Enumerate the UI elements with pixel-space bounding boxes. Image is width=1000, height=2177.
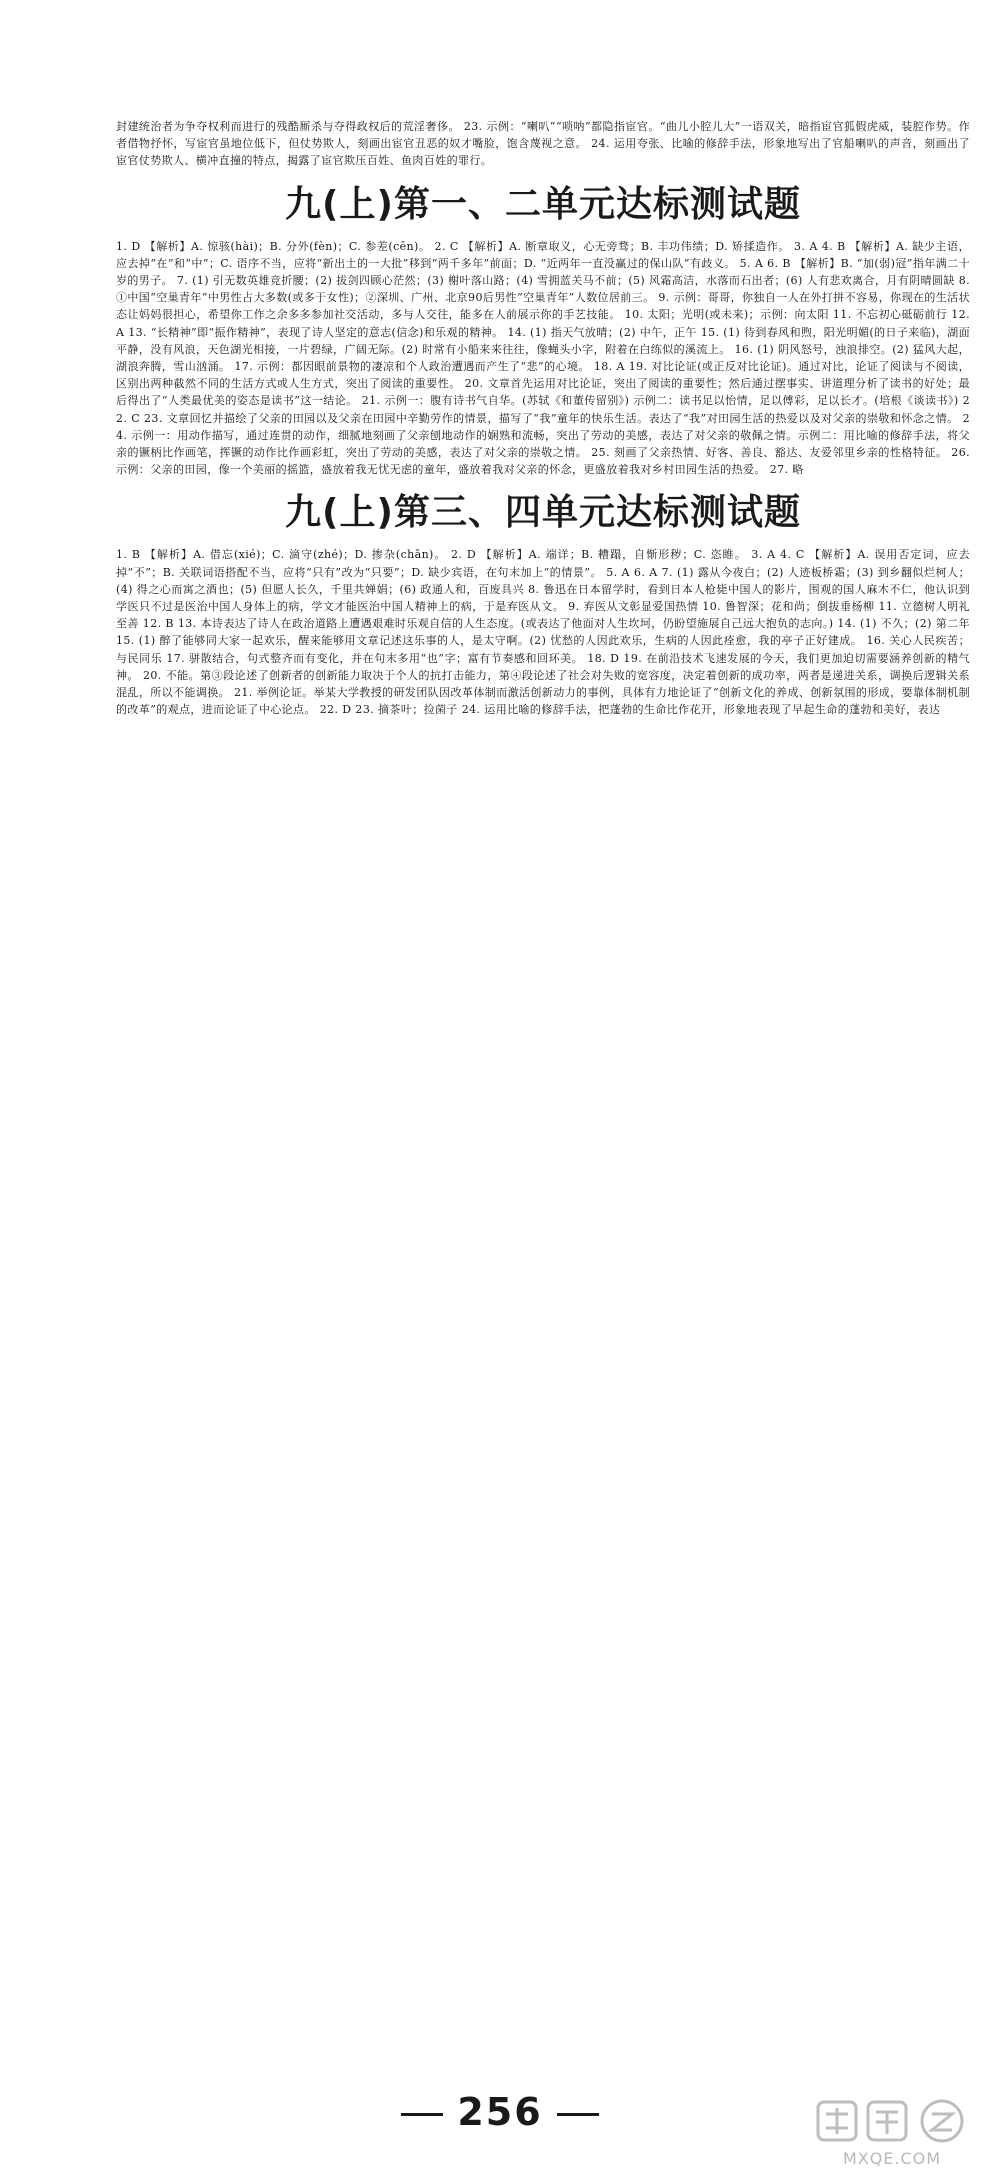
page-number-text: 256 [457,2090,543,2134]
watermark-logo-icon [812,2096,972,2148]
intro-paragraph: 封建统治者为争夺权利而进行的残酷厮杀与夺得政权后的荒淫奢侈。 23. 示例：“喇叭”“唢呐”都隐指宦官。“曲儿小腔儿大”一语双关，暗指宦官狐假虎威，装腔作势。作者借物抒怀，写宦官虽地位低下，但仗势欺人，刻画出宦官丑恶的奴才嘴脸，饱含蔑视之意。 24. 运用夸张、比喻的修辞手法，形象地写出了官船喇叭的声音，刻画出了宦官仗势欺人、横冲直撞的特点，揭露了宦官欺压百姓、鱼肉百姓的罪行。 [116,120,970,168]
page-number-right-dash [557,2113,599,2116]
section-answers-units-1-2: 1. D 【解析】A. 惊骇(hài)；B. 分外(fèn)；C. 参差(cēn)。 2. C 【解析】A. 断章取义，心无旁骛；B. 丰功伟绩；D. 矫揉造作。 3. A 4. B 【解析】A. 缺少主语，应去掉“在”和“中”；C. 语序不当，应将“新出土的一大批”移到“两千多年”前面；D. “近两年一直没赢过的保山队”有歧义。 5. A 6. B 【解析】B. “加(弱)冠”指年满二十岁的男子。 7. (1) 引无数英雄竞折腰；(2) 拔剑四顾心茫然；(3) 榭叶落山路；(4) 雪拥蓝关马不前；(5) 风霜高洁，水落而石出者；(6) 人有悲欢离合，月有阴晴圆缺 8. ①中国“空巢青年”中男性占大多数(或多于女性)；②深圳、广州、北京90后男性“空巢青年”人数位居前三。 9. 示例：哥哥，你独自一人在外打拼不容易，你现在的生活状态让妈妈很担心，希望你工作之余多多参加社交活动，多与人交往，能多在人前展示你的手艺技能。 10. 太阳；光明(或未来)；示例：向太阳 11. 不忘初心砥砺前行 12. A 13. “长精神”即“振作精神”，表现了诗人坚定的意志(信念)和乐观的精神。 14. (1) 指天气放晴；(2) 中午，正午 15. (1) 待到春风和煦，阳光明媚(的日子来临)，湖面平静，没有风浪，天色湖光相接，一片碧绿，广阔无际。(2) 时常有小船来来往往，像蝇头小字，附着在白练似的溪流上。 16. (1) 阴风怒号，浊浪排空。(2) 猛风大起，湖浪奔腾，雪山汹涌。 17. 示例：都因眼前景物的凄凉和个人政治遭遇而产生了“悲”的心境。 18. A 19. 对比论证(或正反对比论证)。通过对比，论证了阅读与不阅读，区别出两种截然不同的生活方式或人生方式，突出了阅读的重要性。 20. 文章首先运用对比论证，突出了阅读的重要性；然后通过摆事实、讲道理分析了读书的好处；最后得出了“人类最优美的姿态是读书”这一结论。 21. 示例一：腹有诗书气自华。(苏轼《和董传留别》) 示例二：读书足以怡情，足以傅彩，足以长才。(培根《谈读书》) 22. C 23. 文章回忆并描绘了父亲的田园以及父亲在田园中辛勤劳作的情景，描写了“我”童年的快乐生活。表达了“我”对田园生活的热爱以及对父亲的崇敬和怀念之情。 24. 示例一：用动作描写，通过连贯的动作，细腻地刻画了父亲刨地动作的娴熟和流畅，突出了劳动的美感，表达了对父亲的敬佩之情。示例二：用比喻的修辞手法，将父亲的镢柄比作画笔，挥镢的动作比作画彩虹，突出了劳动的美感，表达了对父亲的崇敬之情。 25. 刻画了父亲热情、好客、善良、豁达、友爱邻里乡亲的性格特征。 26. 示例：父亲的田园，像一个美丽的摇篮，盛放着我无忧无虑的童年，盛放着我对父亲的怀念，更盛放着我对乡村田园生活的热爱。 27. 略 [116,239,970,477]
section-title-units-3-4: 九(上)第三、四单元达标测试题 [285,492,801,534]
watermark-text: MXQE.COM [842,2149,942,2168]
watermark [812,2096,972,2168]
section-title-units-1-2: 九(上)第一、二单元达标测试题 [285,183,801,225]
page-number-left-dash [401,2113,443,2116]
section-answers-units-3-4: 1. B 【解析】A. 借忘(xié)；C. 滴守(zhé)；D. 掺杂(chān)。 2. D 【解析】A. 端详；B. 糟蹋，自惭形秽；C. 恣睢。 3. A 4. C 【解析】A. 误用否定词，应去掉“不”；B. 关联词语搭配不当，应将“只有”改为“只要”；D. 缺少宾语，在句末加上“的情景”。 5. A 6. A 7. (1) 露从今夜白；(2) 人迹板桥霜；(3) 到乡翻似烂柯人；(4) 得之心而寓之酒也；(5) 但愿人长久，千里共婵娟；(6) 政通人和，百废具兴 8. 鲁迅在日本留学时，看到日本人枪毙中国人的影片，围观的国人麻木不仁，他认识到学医只不过是医治中国人身体上的病，学文才能医治中国人精神上的病，于是弃医从文。 9. 弃医从文彰显爱国热情 10. 鲁智深；花和尚；倒拔垂杨柳 11. 立德树人明礼至善 12. B 13. 本诗表达了诗人在政治道路上遭遇艰难时乐观自信的人生态度。(或表达了他面对人生坎坷，仍盼望施展自己远大抱负的志向。) 14. (1) 不久；(2) 第二年 15. (1) 醉了能够同大家一起欢乐，醒来能够用文章记述这乐事的人，是太守啊。(2) 忧愁的人因此欢乐，生病的人因此痊愈，我的亭子正好建成。 16. 关心人民疾苦；与民同乐 17. 骈散结合，句式整齐而有变化，并在句末多用“也”字；富有节奏感和回环美。 18. D 19. 在前沿技术飞速发展的今天，我们更加迫切需要涵养创新的精气神。 20. 不能。第③段论述了创新者的创新能力取决于个人的抗打击能力，第④段论述了社会对失败的宽容度，决定着创新的成功率，两者是递进关系，调换后逻辑关系混乱，所以不能调换。 21. 举例论证。举某大学教授的研发团队因改革体制而激活创新动力的事例，具体有力地论证了“创新文化的养成、创新氛围的形成，要靠体制机制的改革”的观点，进而论证了中心论点。 22. D 23. 摘茶叶；捡菌子 24. 运用比喻的修辞手法，把蓬勃的生命比作花开，形象地表现了早起生命的蓬勃和美好，表达 [116,548,970,717]
